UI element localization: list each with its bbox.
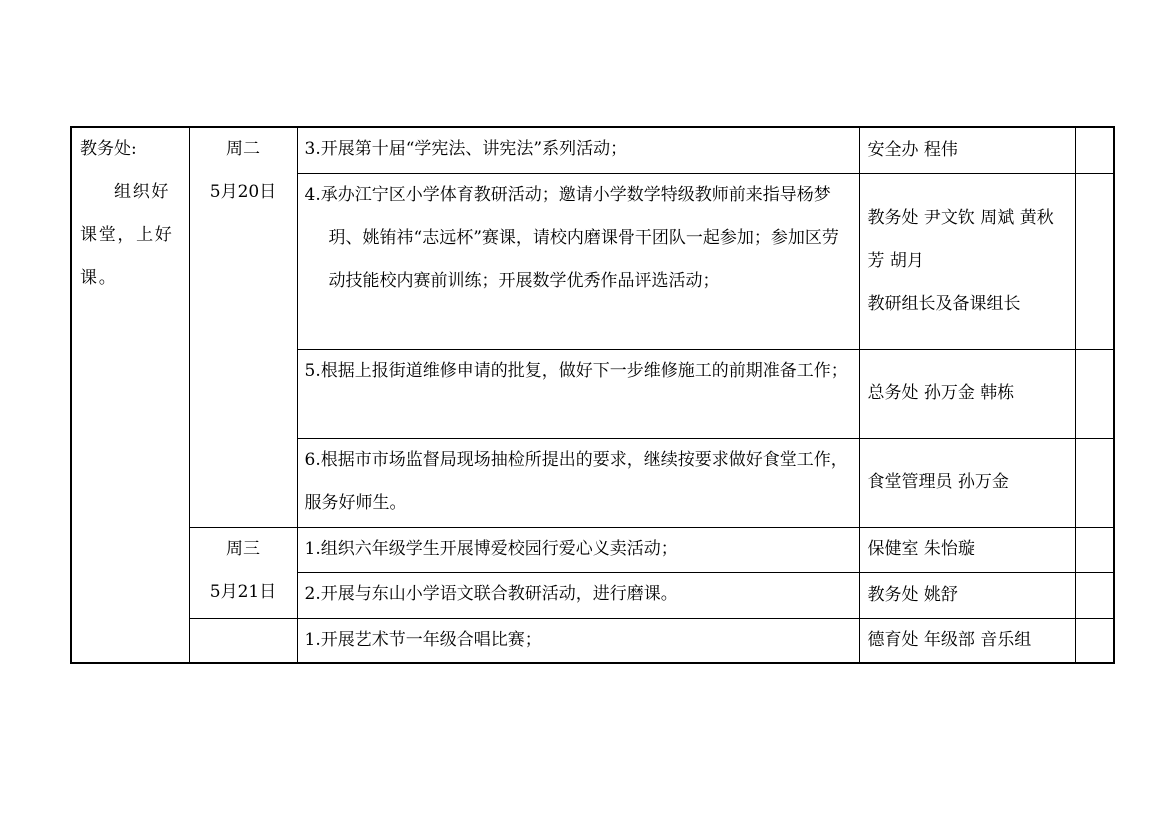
task-cell — [297, 438, 859, 527]
task-cell — [297, 349, 859, 438]
note-cell — [1075, 527, 1114, 572]
person-cell — [859, 349, 1075, 438]
day-cell-wednesday — [189, 527, 297, 618]
person-text: 总务处 孙万金 韩栋 — [867, 383, 1015, 403]
note-cell — [1075, 127, 1114, 173]
table-row — [71, 527, 1114, 572]
task-text: 1.组织六年级学生开展博爱校园行爱心义卖活动； — [304, 538, 678, 559]
person-text: 教务处 尹文钦 周斌 黄秋芳 胡月 — [867, 207, 1054, 271]
table-row — [71, 618, 1114, 663]
person-text: 德育处 年级部 音乐组 — [867, 629, 1032, 650]
schedule-table — [70, 126, 1115, 664]
task-text: 1.开展艺术节一年级合唱比赛； — [304, 629, 542, 650]
department-cell — [71, 127, 189, 663]
task-cell — [297, 572, 859, 618]
note-cell — [1075, 438, 1114, 527]
person-text: 教研组长及备课组长 — [867, 293, 1021, 314]
person-text: 安全办 程伟 — [867, 139, 958, 160]
task-cell — [297, 618, 859, 663]
task-text: 4.承办江宁区小学体育教研活动；邀请小学数学特级教师前来指导杨梦玥、姚铕祎“志远杯”赛课，请校内磨课骨干团队一起参加；参加区劳动技能校内赛前训练；开展数学优秀作品评选活动； — [304, 184, 839, 291]
note-cell — [1075, 618, 1114, 663]
date-label: 5月20日 — [209, 182, 277, 202]
day-cell-tuesday — [189, 127, 297, 527]
person-cell — [859, 127, 1075, 173]
person-text: 食堂管理员 孙万金 — [867, 472, 1009, 492]
task-cell — [297, 127, 859, 173]
task-text: 5.根据上报街道维修申请的批复，做好下一步维修施工的前期准备工作； — [304, 360, 848, 381]
task-text: 6.根据市市场监督局现场抽检所提出的要求，继续按要求做好食堂工作，服务好师生。 — [304, 449, 848, 513]
task-text: 3.开展第十届“学宪法、讲宪法”系列活动； — [304, 139, 628, 159]
note-cell — [1075, 572, 1114, 618]
person-cell — [859, 438, 1075, 527]
note-cell — [1075, 349, 1114, 438]
task-cell — [297, 173, 859, 349]
person-cell — [859, 173, 1075, 349]
person-cell — [859, 618, 1075, 663]
department-title: 教务处: — [80, 139, 137, 159]
person-cell — [859, 527, 1075, 572]
weekday-label: 周三 — [226, 538, 260, 559]
task-cell — [297, 527, 859, 572]
note-cell — [1075, 173, 1114, 349]
person-cell — [859, 572, 1075, 618]
person-text: 教务处 姚舒 — [867, 584, 958, 605]
department-goal: 组织好课堂，上好课。 — [80, 182, 174, 288]
day-cell-blank — [189, 618, 297, 663]
table-row — [71, 127, 1114, 173]
date-label: 5月21日 — [209, 581, 277, 602]
task-text: 2.开展与东山小学语文联合教研活动，进行磨课。 — [304, 583, 678, 604]
weekday-label: 周二 — [226, 139, 260, 159]
person-text: 保健室 朱怡璇 — [867, 539, 975, 559]
